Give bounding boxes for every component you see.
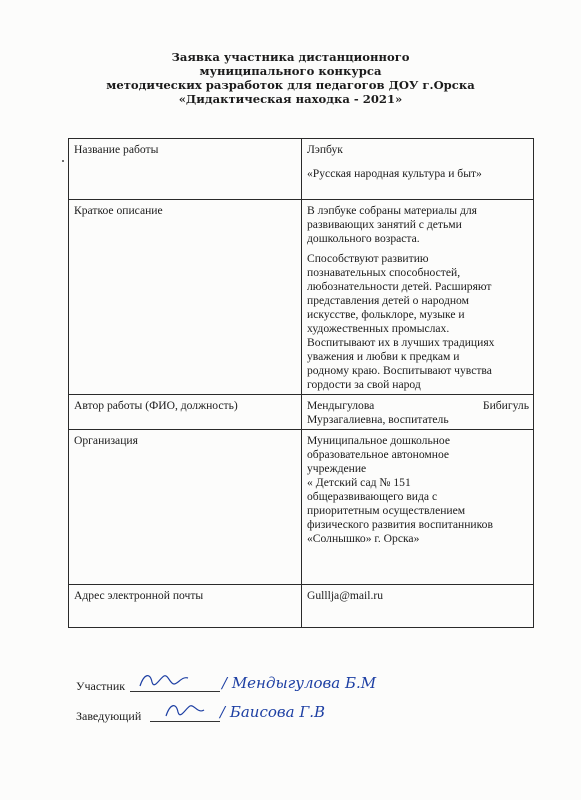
title-line-4: «Дидактическая находка - 2021»: [178, 92, 403, 106]
organization-label: Организация: [69, 430, 302, 585]
organization-line: образовательное автономное: [307, 448, 450, 461]
scan-speck: [62, 160, 64, 162]
participant-signature-scribble: [136, 668, 196, 694]
author-name-line: [307, 399, 529, 413]
description-line: Способствуют развитию: [307, 252, 429, 265]
description-line: познавательных способностей,: [307, 266, 461, 279]
description-line: гордости за свой народ: [307, 378, 421, 391]
description-line: представления детей о народном: [307, 294, 469, 307]
organization-line: приоритетным осуществлением: [307, 504, 466, 517]
head-handwritten-name: / Баисова Г.В: [220, 703, 326, 721]
organization-line: « Детский сад № 151: [307, 476, 411, 489]
author-label: Автор работы (ФИО, должность): [69, 395, 302, 430]
document-title: [0, 50, 581, 106]
work-name-title: «Русская народная культура и быт»: [307, 167, 482, 180]
author-value: [302, 395, 534, 430]
participant-handwritten-name: / Мендыгулова Б.М: [222, 674, 377, 692]
description-label: Краткое описание: [69, 200, 302, 395]
head-label: Заведующий: [76, 709, 142, 723]
work-name-value: [302, 139, 534, 200]
title-line-3: методических разработок для педагогов ДОУ г.Орска: [106, 78, 475, 92]
table-row-description: [69, 200, 534, 395]
author-patronymic-position: Мурзагалиевна, воспитатель: [307, 413, 449, 426]
table-row-email: [69, 585, 534, 628]
description-line: искусстве, фольклоре, музыке и: [307, 308, 465, 321]
organization-line: Муниципальное дошкольное: [307, 434, 451, 447]
table-row-organization: [69, 430, 534, 585]
email-label: Адрес электронной почты: [69, 585, 302, 628]
application-table: [68, 138, 534, 628]
head-signature-scribble: [160, 696, 210, 724]
participant-label: Участник: [76, 679, 126, 693]
description-line: Воспитывают их в лучших традициях: [307, 336, 495, 349]
organization-line: физического развития воспитанников: [307, 518, 493, 531]
description-line: дошкольного возраста.: [307, 232, 420, 245]
description-value: [302, 200, 534, 395]
description-line: художественных промыслах.: [307, 322, 450, 335]
organization-line: учреждение: [307, 462, 367, 475]
email-value: Gulllja@mail.ru: [302, 585, 534, 628]
organization-value: [302, 430, 534, 585]
title-line-2: муниципального конкурса: [199, 64, 382, 78]
description-line: любознательности детей. Расширяют: [307, 280, 492, 293]
description-line: развивающих занятий с детьми: [307, 218, 462, 231]
organization-line: «Солнышко» г. Орска»: [307, 532, 420, 545]
organization-line: общеразвивающего вида с: [307, 490, 438, 503]
description-line: В лэпбуке собраны материалы для: [307, 204, 477, 217]
author-surname: Мендыгулова: [307, 399, 375, 412]
author-first-name: Бибигуль: [482, 399, 529, 412]
work-name-type: Лэпбук: [307, 143, 343, 156]
title-line-1: Заявка участника дистанционного: [171, 50, 410, 64]
description-line: родному краю. Воспитывают чувства: [307, 364, 492, 377]
description-line: уважения и любви к предкам и: [307, 350, 460, 363]
table-row-author: [69, 395, 534, 430]
table-row-work-name: [69, 139, 534, 200]
work-name-label: Название работы: [69, 139, 302, 200]
